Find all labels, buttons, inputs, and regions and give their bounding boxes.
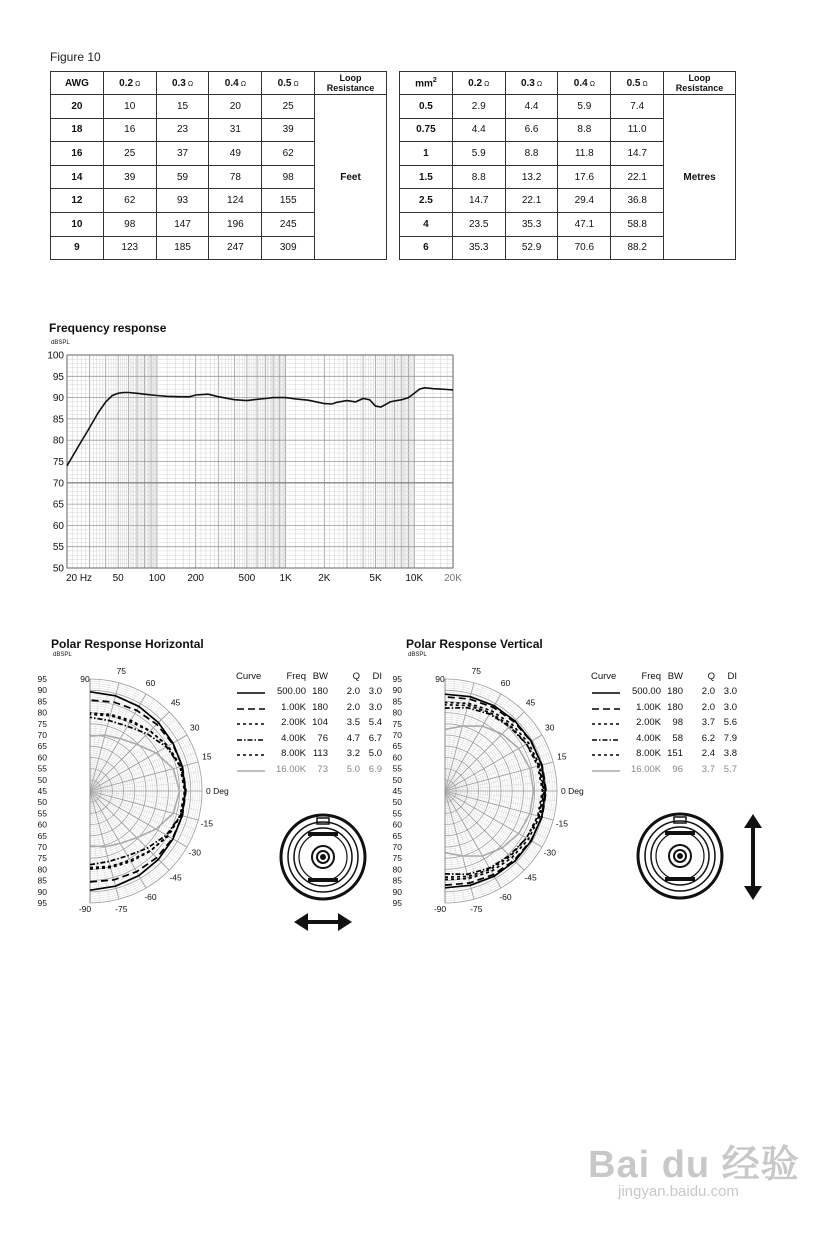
row-gauge: 0.75 [400,118,453,142]
row-gauge: 6 [400,236,453,260]
resistance-length-cell: 36.8 [611,189,664,213]
legend-bw: 96 [672,763,683,775]
radial-tick-label: 55 [37,808,47,819]
legend-line-swatch [591,735,621,745]
length-unit-cell: Feet [315,95,387,260]
mm2-loop-resistance-table [399,71,736,260]
x-tick-label: 50 [112,573,124,584]
radial-tick-label: 50 [392,774,402,785]
row-gauge: 0.5 [400,95,453,119]
angle-tick-label: -60 [144,891,157,902]
resistance-length-cell: 11.8 [558,142,611,166]
resistance-length-cell: 13.2 [505,165,558,189]
resistance-length-cell: 62 [103,189,156,213]
resistance-length-cell: 39 [262,118,315,142]
legend-line-swatch [591,688,621,698]
legend-bw: 180 [312,686,328,697]
header-loop-resistance: Loop Resistance [664,72,736,95]
angle-tick-label: -15 [200,818,214,829]
resistance-length-cell: 59 [156,165,209,189]
row-gauge: 18 [51,118,104,142]
resistance-length-cell: 62 [262,142,315,166]
resistance-length-cell: 124 [209,189,262,213]
legend-header-cell: Freq [286,671,306,682]
legend-header-cell: Curve [236,671,262,682]
resistance-length-cell: 52.9 [505,236,558,260]
radial-tick-label: 85 [37,875,47,886]
y-tick-label: 100 [47,350,64,362]
resistance-length-cell: 14.7 [452,189,505,213]
speaker-top-view-vertical-icon [632,810,772,905]
speaker-top-view-horizontal-icon [280,812,380,937]
resistance-length-cell: 25 [262,95,315,119]
resistance-length-cell: 147 [156,212,209,236]
awg-loop-resistance-table [50,71,387,260]
legend-header-cell: Freq [641,671,661,682]
resistance-length-cell: 70.6 [558,236,611,260]
resistance-length-cell: 47.1 [558,212,611,236]
radial-tick-label: 60 [37,752,47,763]
row-gauge: 9 [51,236,104,260]
resistance-length-cell: 15 [156,95,209,119]
legend-freq: 1.00K [281,701,306,713]
y-tick-label: 95 [52,371,64,383]
resistance-length-cell: 23.5 [452,212,505,236]
radial-tick-label: 75 [392,718,402,729]
radial-tick-label: 70 [392,842,402,852]
row-gauge: 1 [400,142,453,166]
radial-tick-label: 50 [37,774,47,785]
y-tick-label: 60 [52,520,64,532]
radial-tick-label: 60 [37,819,47,830]
legend-bw: 104 [312,717,328,728]
legend-q: 3.7 [701,763,715,775]
legend-freq: 4.00K [281,732,306,744]
polar-vertical-chart [392,650,595,935]
angle-tick-label: 15 [557,751,567,762]
legend-header-cell: Q [352,671,360,682]
legend-line-swatch [591,750,621,760]
baidu-watermark-logo: Bai du 经验 [588,1144,800,1186]
legend-di: 6.9 [368,763,382,775]
resistance-length-cell: 185 [156,236,209,260]
legend-line-swatch [591,719,621,729]
row-gauge: 4 [400,212,453,236]
x-tick-label: 5K [369,573,382,584]
resistance-length-cell: 4.4 [452,118,505,142]
x-tick-label: 20 Hz [65,573,93,584]
angle-tick-label: 45 [170,697,181,708]
legend-header-cell: DI [372,671,382,682]
legend-bw: 98 [672,717,683,728]
legend-di: 3.0 [368,701,382,713]
legend-di: 5.0 [368,748,382,759]
figure-label: Figure 10 [50,50,101,64]
radial-tick-label: 90 [37,886,47,897]
resistance-length-cell: 6.6 [505,118,558,142]
header-gauge: AWG [51,72,104,95]
resistance-length-cell: 23 [156,118,209,142]
frequency-response-unit: dBSPL [51,340,70,346]
resistance-length-cell: 78 [209,165,262,189]
legend-line-swatch [591,704,621,714]
legend-bw: 58 [672,732,683,744]
resistance-length-cell: 20 [209,95,262,119]
frequency-response-title: Frequency response [49,321,167,335]
row-gauge: 1.5 [400,165,453,189]
legend-freq: 4.00K [636,732,661,744]
frequency-grid [67,355,453,568]
angle-tick-label: 60 [145,678,156,689]
resistance-length-cell: 35.3 [452,236,505,260]
legend-q: 2.0 [346,701,360,713]
legend-q: 2.0 [701,686,715,697]
legend-freq: 2.00K [281,717,306,728]
y-tick-label: 55 [52,542,64,554]
angle-tick-label: -75 [115,903,128,914]
radial-tick-label: 85 [37,696,47,707]
angle-tick-label: -30 [543,847,556,858]
legend-bw: 151 [667,748,683,759]
resistance-length-cell: 22.1 [611,165,664,189]
resistance-length-cell: 29.4 [558,189,611,213]
legend-di: 5.6 [723,717,737,728]
angle-tick-label: -75 [470,903,483,914]
frequency-response-chart [40,345,480,590]
polar-horizontal-unit: dBSPL [53,652,72,658]
resistance-length-cell: 22.1 [505,189,558,213]
header-0.4-ohm: 0.4 Ω [558,72,611,95]
legend-bw: 180 [667,686,683,697]
legend-bw: 73 [317,763,328,775]
radial-tick-label: 55 [392,808,402,819]
resistance-length-cell: 2.9 [452,95,505,119]
resistance-length-cell: 14.7 [611,142,664,166]
header-0.2-ohm: 0.2 Ω [103,72,156,95]
angle-tick-label: -90 [78,904,92,914]
radial-tick-label: 45 [37,786,47,796]
legend-freq: 500.00 [276,686,306,697]
legend-line-swatch [236,704,266,714]
legend-freq: 8.00K [636,748,661,759]
table-header-row [51,72,387,95]
angle-tick-label: 0 Deg [561,786,584,796]
angle-tick-label: -45 [524,872,537,883]
radial-tick-label: 70 [392,730,402,740]
y-tick-label: 70 [52,478,64,490]
resistance-length-cell: 98 [262,165,315,189]
header-0.2-ohm: 0.2 Ω [452,72,505,95]
legend-q: 3.2 [346,748,360,759]
radial-tick-label: 80 [37,864,47,875]
legend-q: 6.2 [701,732,715,744]
polar-horizontal-chart [37,650,240,935]
legend-q: 5.0 [346,763,360,775]
radial-tick-label: 95 [37,898,47,908]
resistance-length-cell: 247 [209,236,262,260]
legend-freq: 2.00K [636,717,661,728]
legend-bw: 180 [312,701,328,713]
resistance-length-cell: 35.3 [505,212,558,236]
angle-tick-label: 60 [500,678,511,689]
legend-header-cell: BW [667,671,683,682]
angle-tick-label: -90 [433,904,447,914]
radial-tick-label: 80 [392,707,402,718]
legend-header-cell: BW [312,671,328,682]
radial-tick-label: 50 [37,797,47,808]
radial-tick-label: 60 [392,819,402,830]
resistance-length-cell: 10 [103,95,156,119]
polar-horizontal-legend [236,671,386,775]
legend-di: 7.9 [723,732,737,744]
radial-tick-label: 75 [37,853,47,864]
legend-freq: 16.00K [631,763,662,775]
legend-bw: 180 [667,701,683,713]
angle-tick-label: 75 [471,666,482,677]
radial-tick-label: 60 [392,752,402,763]
resistance-length-cell: 309 [262,236,315,260]
legend-q: 3.5 [346,717,360,728]
x-tick-label: 10K [405,573,424,584]
resistance-length-cell: 17.6 [558,165,611,189]
legend-bw: 76 [317,732,328,744]
legend-q: 3.7 [701,717,715,728]
radial-tick-label: 75 [392,853,402,864]
x-tick-label: 1K [279,573,292,584]
radial-tick-label: 95 [392,898,402,908]
legend-line-swatch [236,735,266,745]
x-tick-label: 2K [318,573,331,584]
y-tick-label: 80 [52,435,64,447]
angle-tick-label: -45 [169,872,182,883]
legend-line-swatch [591,766,621,776]
radial-tick-label: 55 [392,763,402,774]
angle-tick-label: 30 [545,722,555,733]
baidu-watermark-url: jingyan.baidu.com [618,1183,739,1200]
angle-tick-label: -15 [555,818,569,829]
row-gauge: 10 [51,212,104,236]
angle-tick-label: 90 [80,674,90,684]
radial-tick-label: 65 [392,830,402,841]
legend-di: 5.4 [368,717,382,728]
resistance-length-cell: 245 [262,212,315,236]
resistance-length-cell: 31 [209,118,262,142]
resistance-length-cell: 11.0 [611,118,664,142]
legend-di: 3.0 [723,701,737,713]
resistance-length-cell: 88.2 [611,236,664,260]
row-gauge: 20 [51,95,104,119]
row-gauge: 16 [51,142,104,166]
radial-tick-label: 95 [392,674,402,684]
legend-header-cell: Q [707,671,715,682]
legend-di: 3.0 [368,686,382,697]
resistance-length-cell: 123 [103,236,156,260]
legend-q: 2.0 [701,701,715,713]
header-0.3-ohm: 0.3 Ω [156,72,209,95]
resistance-length-cell: 8.8 [452,165,505,189]
legend-bw: 113 [312,748,328,759]
frequency-response-curve [67,388,453,466]
radial-tick-label: 45 [392,786,402,796]
radial-tick-label: 75 [37,718,47,729]
resistance-length-cell: 39 [103,165,156,189]
table-row [51,95,387,119]
legend-freq: 8.00K [281,748,306,759]
radial-tick-label: 85 [392,696,402,707]
radial-tick-label: 70 [37,842,47,852]
header-loop-resistance: Loop Resistance [315,72,387,95]
polar-vertical-legend [591,671,741,775]
resistance-length-cell: 49 [209,142,262,166]
legend-di: 3.0 [723,686,737,697]
radial-tick-label: 90 [37,685,47,696]
legend-freq: 1.00K [636,701,661,713]
row-gauge: 12 [51,189,104,213]
row-gauge: 2.5 [400,189,453,213]
legend-line-swatch [236,688,266,698]
x-tick-label: 500 [238,573,256,584]
resistance-length-cell: 155 [262,189,315,213]
resistance-length-cell: 5.9 [452,142,505,166]
radial-tick-label: 80 [392,864,402,875]
angle-tick-label: -30 [188,847,201,858]
polar-vertical-title: Polar Response Vertical [406,637,543,651]
radial-tick-label: 55 [37,763,47,774]
legend-q: 2.4 [701,748,715,759]
radial-tick-label: 65 [37,830,47,841]
x-tick-label: 100 [148,573,166,584]
radial-tick-label: 80 [37,707,47,718]
angle-tick-label: 75 [116,666,127,677]
resistance-length-cell: 7.4 [611,95,664,119]
resistance-length-cell: 37 [156,142,209,166]
resistance-length-cell: 5.9 [558,95,611,119]
y-tick-label: 65 [52,499,64,511]
table-header-row [400,72,736,95]
legend-line-swatch [236,766,266,776]
y-tick-label: 50 [52,563,64,575]
angle-tick-label: -60 [499,891,512,902]
radial-tick-label: 70 [37,730,47,740]
polar-vertical-unit: dBSPL [408,652,427,658]
radial-tick-label: 65 [37,741,47,752]
header-0.4-ohm: 0.4 Ω [209,72,262,95]
resistance-length-cell: 98 [103,212,156,236]
header-gauge: $mm^2$ [400,72,453,95]
y-tick-label: 90 [52,393,64,405]
resistance-length-cell: 58.8 [611,212,664,236]
angle-tick-label: 45 [525,697,536,708]
radial-tick-label: 85 [392,875,402,886]
length-unit-cell: Metres [664,95,736,260]
legend-line-swatch [236,750,266,760]
angle-tick-label: 90 [435,674,445,684]
y-tick-label: 85 [52,414,64,426]
resistance-length-cell: 8.8 [558,118,611,142]
radial-tick-label: 95 [37,674,47,684]
angle-tick-label: 30 [190,722,200,733]
radial-tick-label: 90 [392,886,402,897]
legend-q: 2.0 [346,686,360,697]
angle-tick-label: 15 [202,751,212,762]
legend-di: 6.7 [368,732,382,744]
resistance-length-cell: 196 [209,212,262,236]
legend-freq: 500.00 [631,686,661,697]
radial-tick-label: 65 [392,741,402,752]
x-tick-label: 200 [187,573,205,584]
header-0.5-ohm: 0.5 Ω [262,72,315,95]
resistance-length-cell: 4.4 [505,95,558,119]
legend-header-cell: Curve [591,671,617,682]
polar-horizontal-title: Polar Response Horizontal [51,637,204,651]
legend-q: 4.7 [346,732,360,744]
legend-di: 3.8 [723,748,737,759]
row-gauge: 14 [51,165,104,189]
header-0.5-ohm: 0.5 Ω [611,72,664,95]
legend-line-swatch [236,719,266,729]
radial-tick-label: 90 [392,685,402,696]
x-tick-label: 20K [444,573,462,584]
y-tick-label: 75 [52,457,64,468]
resistance-length-cell: 16 [103,118,156,142]
legend-freq: 16.00K [276,763,307,775]
angle-tick-label: 0 Deg [206,786,229,796]
radial-tick-label: 50 [392,797,402,808]
table-row [400,95,736,119]
resistance-length-cell: 25 [103,142,156,166]
resistance-length-cell: 93 [156,189,209,213]
header-0.3-ohm: 0.3 Ω [505,72,558,95]
resistance-length-cell: 8.8 [505,142,558,166]
legend-header-cell: DI [727,671,737,682]
legend-di: 5.7 [723,763,737,775]
